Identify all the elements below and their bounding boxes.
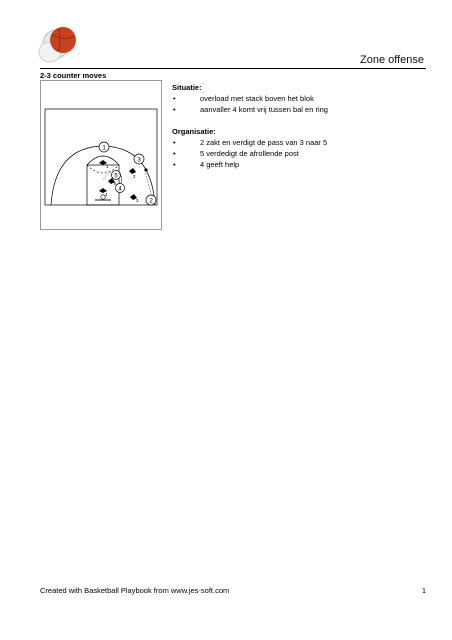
offense-player-1 [99, 142, 109, 152]
svg-text:3: 3 [137, 156, 141, 164]
footer-credit: Created with Basketball Playbook from www.jes-soft.com [40, 586, 230, 595]
defender-2 [129, 168, 136, 179]
ball-icon [144, 168, 147, 171]
svg-text:4: 4 [118, 186, 122, 193]
movement-line [103, 172, 111, 181]
organisatie-list [172, 137, 422, 170]
court-svg [41, 81, 161, 229]
list-item: • overload met stack boven het blok [173, 94, 314, 103]
bullet-icon: • [173, 94, 176, 103]
offense-player-5 [112, 171, 121, 180]
svg-text:1: 1 [102, 144, 106, 152]
svg-text:2: 2 [149, 197, 153, 205]
svg-text:4: 4 [105, 192, 108, 197]
logo [36, 22, 84, 66]
court-diagram [40, 80, 162, 230]
list-item: • aanvaller 4 komt vrij tussen bal en ring [173, 105, 328, 114]
list-item: • 2 zakt en verdigt de pass van 3 naar 5 [173, 138, 328, 147]
basketball-icon [36, 22, 84, 66]
offense-player-4 [116, 184, 125, 193]
svg-text:1: 1 [106, 164, 109, 169]
header-divider [40, 68, 426, 69]
svg-text:3: 3 [136, 198, 139, 203]
defender-4 [99, 188, 108, 197]
situatie-heading: Situatie: [172, 83, 202, 92]
bullet-icon: • [173, 149, 176, 158]
page-title: Zone offense [359, 54, 424, 66]
bullet-icon: • [173, 160, 176, 169]
pass-line [145, 173, 151, 194]
bullet-icon: • [173, 138, 176, 147]
offense-player-2 [146, 195, 156, 205]
svg-text:5: 5 [114, 173, 118, 180]
list-item: • 4 geeft help [173, 160, 240, 169]
list-item: • 5 verdedigt de afrollende post [173, 149, 299, 158]
instructions [172, 82, 422, 181]
situatie-list [172, 93, 422, 115]
bullet-icon: • [173, 105, 176, 114]
organisatie-heading: Organisatie: [172, 127, 216, 136]
page-number: 1 [421, 586, 426, 595]
svg-text:2: 2 [133, 174, 136, 179]
defender-1 [99, 160, 109, 169]
section-title: 2-3 counter moves [40, 71, 107, 80]
offense-player-3 [134, 154, 144, 164]
svg-text:5: 5 [114, 181, 117, 186]
defender-3 [130, 194, 139, 203]
